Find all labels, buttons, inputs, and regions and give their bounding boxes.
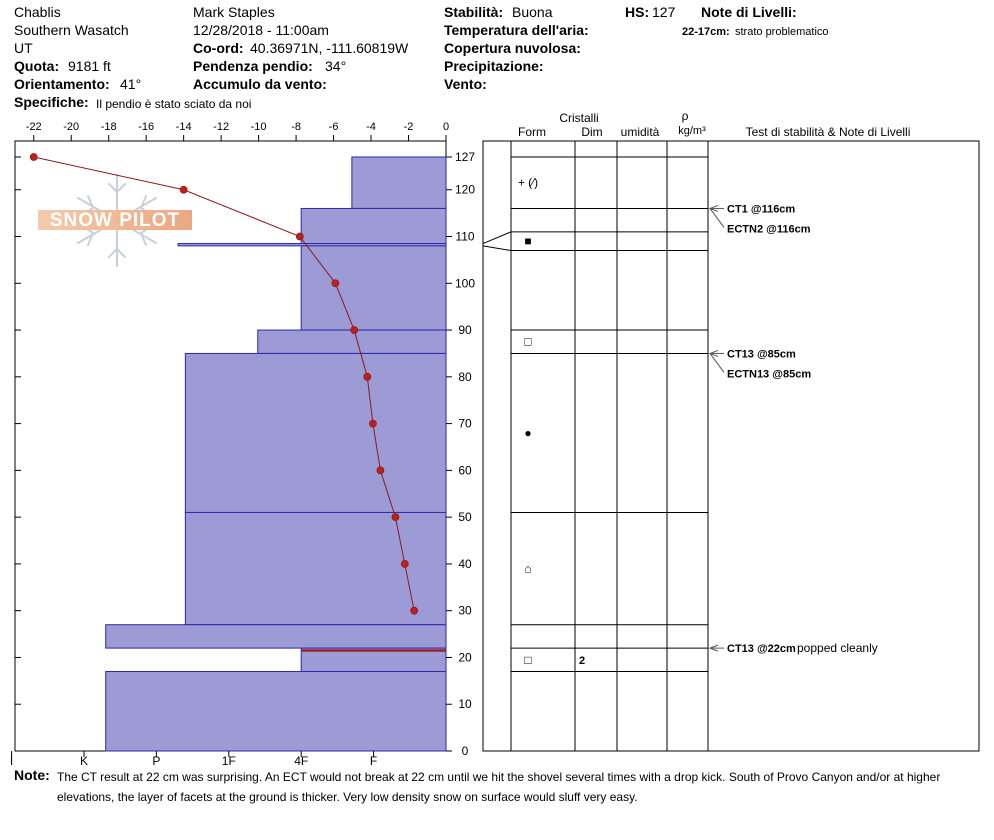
crystal-table (483, 109, 979, 751)
layer-connector (483, 232, 511, 244)
hardness-tick-label: I (9, 754, 14, 768)
temperature-point (364, 373, 371, 380)
temperature-tick-label: -12 (213, 121, 230, 133)
stability-test-label: CT1 @116cm (727, 203, 796, 216)
crystals-header: Cristalli (559, 111, 599, 125)
hardness-layer (106, 625, 446, 648)
slope-label: Pendenza pendio: (193, 58, 313, 74)
snowpilot-watermark (38, 175, 192, 266)
specifics-label: Specifiche: (14, 94, 89, 110)
aspect-label: Orientamento: (14, 76, 110, 92)
mountain-range: Southern Wasatch (14, 22, 129, 38)
stability-test-label: CT13 @85cm (727, 348, 796, 361)
stability-test-label: ECTN2 @116cm (727, 223, 811, 236)
crystal-size: 2 (578, 654, 586, 667)
location: Chablis (14, 4, 61, 20)
temperature-point (296, 233, 303, 240)
crystal-form: ■ (524, 234, 532, 249)
temperature-tick-label: -22 (25, 121, 42, 133)
hardness-layer (301, 246, 446, 330)
temperature-point (392, 514, 399, 521)
hardness-layer (185, 512, 446, 624)
height-tick-label: 110 (455, 229, 475, 244)
height-tick-label: 80 (458, 369, 472, 384)
crystal-form: □ (524, 334, 532, 349)
layer-notes-label: Note di Livelli: (701, 4, 797, 20)
layer-note-text: strato problematico (735, 26, 829, 38)
temperature-point (401, 560, 408, 567)
size-header: Dim (581, 125, 603, 139)
snowpilot-watermark-text: SNOW PILOT (49, 210, 181, 231)
wind-loading-label: Accumulo da vento: (193, 76, 327, 92)
hardness-tick-label: 1F (221, 754, 236, 768)
wind-label: Vento: (444, 76, 487, 92)
tests-header: Test di stabilità & Note di Livelli (745, 125, 911, 139)
temperature-tick-label: -16 (138, 121, 155, 133)
height-tick-label: 60 (458, 463, 472, 478)
form-header: Form (518, 125, 546, 139)
elevation-label: Quota: (14, 58, 60, 74)
snow-height-value: 127 (652, 4, 676, 20)
height-tick-label: 50 (458, 510, 472, 525)
slope-value: 34° (325, 58, 347, 74)
hardness-tick-label: 4F (294, 754, 309, 768)
precipitation-label: Precipitazione: (444, 58, 544, 74)
aspect-value: 41° (120, 76, 142, 92)
height-tick-label: 120 (454, 182, 476, 197)
snow-height-label: HS: (625, 4, 650, 20)
coord-label: Co-ord: (193, 40, 244, 56)
height-tick-label: 90 (458, 323, 472, 338)
temperature-point (351, 327, 358, 334)
temperature-tick-label: -10 (250, 121, 267, 133)
crystal-form: □ (524, 652, 532, 667)
crystal-form: + (⁄) (517, 175, 539, 190)
height-tick-label: 100 (454, 276, 476, 291)
rho-header: ρ (681, 109, 689, 123)
hardness-layer (352, 157, 446, 208)
height-tick-label: 20 (458, 650, 472, 665)
hardness-layer (106, 671, 446, 751)
specifics-value: Il pendio è stato sciato da noi (96, 97, 252, 111)
crystal-form: ⌂ (524, 561, 532, 576)
hardness-tick-label: K (79, 754, 89, 768)
hardness-layer (301, 208, 446, 243)
hardness-tick-label: P (152, 754, 161, 768)
stability-test-label: ECTN13 @85cm (727, 368, 812, 381)
height-tick-label: 70 (458, 416, 472, 431)
temperature-point (180, 186, 187, 193)
height-tick-label: 40 (458, 556, 472, 571)
coord-value: 40.36971N, -111.60819W (250, 40, 409, 56)
temperature-point (411, 607, 418, 614)
height-tick-label: 127 (454, 150, 476, 164)
cloud-cover-label: Copertura nuvolosa: (444, 40, 581, 56)
note-label: Note: (14, 767, 50, 783)
temperature-point (30, 154, 37, 161)
temperature-tick-label: 0 (442, 121, 450, 133)
temperature-tick-label: -2 (403, 121, 414, 133)
stability-test-note: popped cleanly (797, 641, 878, 656)
temperature-point (332, 280, 339, 287)
stability-label: Stabilità: (444, 4, 504, 20)
stability-value: Buona (512, 4, 553, 20)
height-tick-label: 0 (461, 744, 469, 758)
crystal-form: ● (524, 425, 532, 440)
temperature-tick-label: -14 (175, 121, 192, 133)
height-tick-label: 10 (458, 697, 472, 712)
temperature-tick-label: -20 (63, 121, 80, 133)
layer-connector (483, 246, 511, 251)
hardness-layer (185, 353, 446, 512)
stability-test-label: CT13 @22cm (727, 643, 796, 656)
temperature-tick-label: -18 (100, 121, 117, 133)
elevation-value: 9181 ft (68, 58, 111, 74)
state: UT (14, 40, 33, 56)
hardness-layer (258, 330, 446, 353)
height-tick-label: 30 (458, 603, 472, 618)
layer-note-range: 22-17cm: (682, 26, 730, 38)
temperature-point (369, 420, 376, 427)
observer: Mark Staples (193, 4, 275, 20)
hardness-tick-label: F (369, 754, 378, 768)
temperature-tick-label: -6 (328, 121, 339, 133)
temperature-tick-label: -4 (366, 121, 376, 133)
temperature-point (377, 467, 384, 474)
density-header: kg/m³ (678, 125, 706, 137)
temperature-tick-label: -8 (291, 121, 301, 133)
observation-datetime: 12/28/2018 - 11:00am (193, 22, 329, 38)
moisture-header: umidità (620, 125, 660, 139)
air-temperature-label: Temperatura dell'aria: (444, 22, 589, 38)
note-text: The CT result at 22 cm was surprising. An ECT would not break at 22 cm until we hit the shovel several times with a drop kick. South of Provo Canyon and/or at higher elevations, the layer of facets at the ground is thicker. Very low density snow on surface would sluff very easy. (57, 770, 941, 804)
